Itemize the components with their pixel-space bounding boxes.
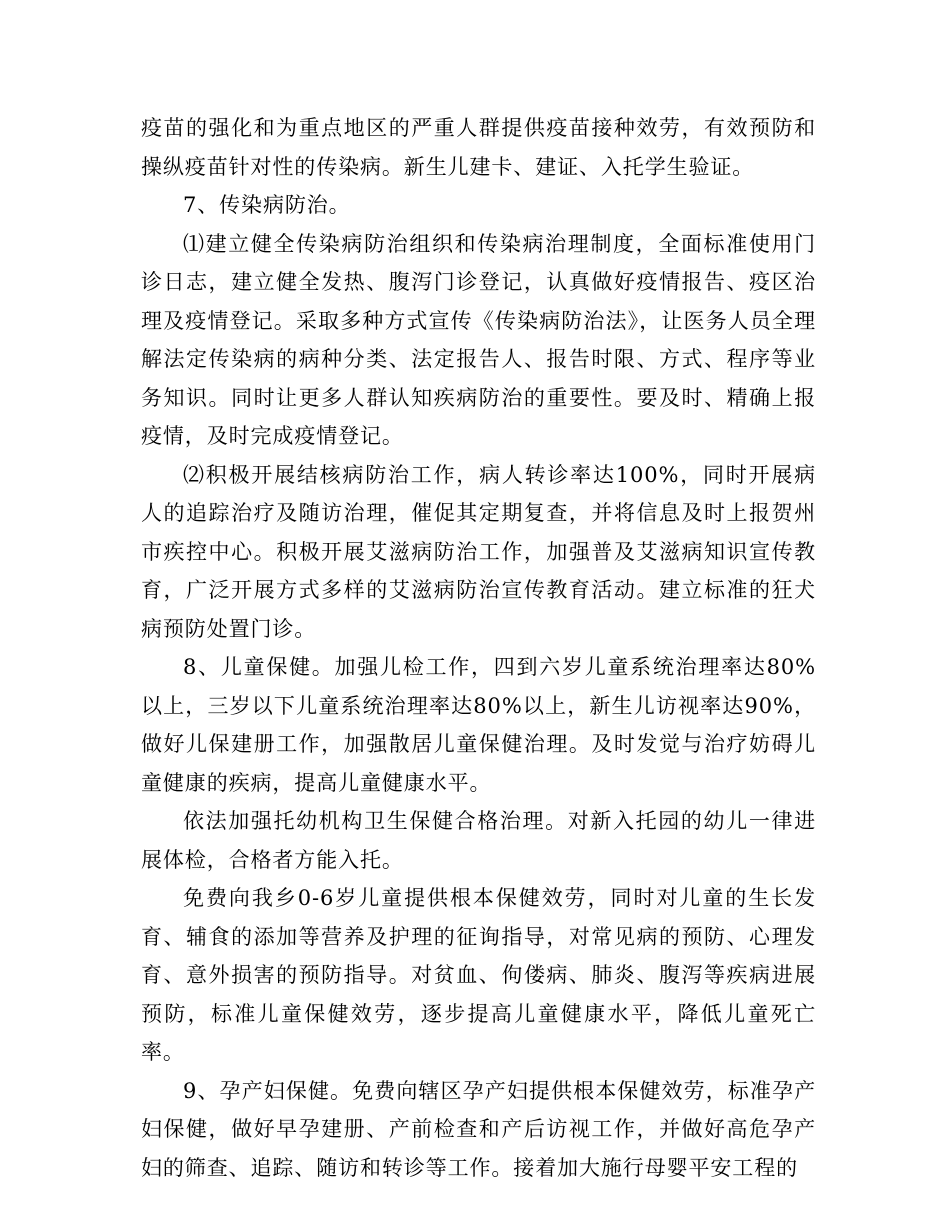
paragraph-infectious-disease-system: ⑴建立健全传染病防治组织和传染病治理制度，全面标准使用门诊日志，建立健全发热、腹泻门诊登记，认真做好疫情报告、疫区治理及疫情登记。采取多种方式宣传《传染病防治法》，让医务人员全理解法定传染病的病种分类、法定报告人、报告时限、方式、程序等业务知识。同时让更多人群认知疾病防治的重要性。要及时、精确上报疫情，及时完成疫情登记。 — [141, 231, 816, 448]
document-body — [141, 109, 816, 1187]
paragraph-maternal-health: 9、孕产妇保健。免费向辖区孕产妇提供根本保健效劳，标准孕产妇保健，做好早孕建册、产前检查和产后访视工作，并做好高危孕产妇的筛查、追踪、随访和转诊等工作。接着加大施行母婴平安工程的 — [141, 1078, 816, 1180]
paragraph-vaccine-continuation: 疫苗的强化和为重点地区的严重人群提供疫苗接种效劳，有效预防和操纵疫苗针对性的传染病。新生儿建卡、建证、入托学生验证。 — [141, 116, 816, 179]
paragraph-free-child-services: 免费向我乡0-6岁儿童提供根本保健效劳，同时对儿童的生长发育、辅食的添加等营养及护理的征询指导，对常见病的预防、心理发育、意外损害的预防指导。对贫血、佝偻病、肺炎、腹泻等疾病进展预防，标准儿童保健效劳，逐步提高儿童健康水平，降低儿童死亡率。 — [141, 886, 816, 1064]
paragraph-tuberculosis-aids: ⑵积极开展结核病防治工作，病人转诊率达100%，同时开展病人的追踪治疗及随访治理，催促其定期复查，并将信息及时上报贺州市疾控中心。积极开展艾滋病防治工作，加强普及艾滋病知识宣传教育，广泛开展方式多样的艾滋病防治宣传教育活动。建立标准的狂犬病预防处置门诊。 — [141, 462, 816, 641]
paragraph-child-health: 8、儿童保健。加强儿检工作，四到六岁儿童系统治理率达80%以上，三岁以下儿童系统治理率达80%以上，新生儿访视率达90%，做好儿保建册工作，加强散居儿童保健治理。及时发觉与治疗妨碍儿童健康的疾病，提高儿童健康水平。 — [141, 655, 816, 795]
section-heading-infectious-disease: 7、传染病防治。 — [183, 193, 351, 217]
paragraph-kindergarten-health: 依法加强托幼机构卫生保健合格治理。对新入托园的幼儿一律进展体检，合格者方能入托。 — [141, 809, 816, 872]
